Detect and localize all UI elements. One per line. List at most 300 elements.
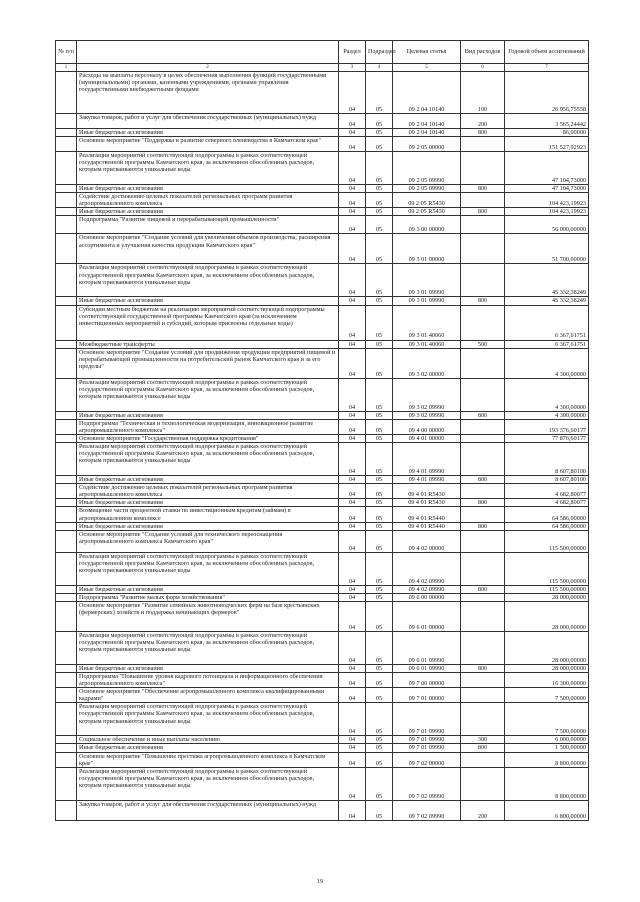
cell-subsection: 05 [366,137,393,152]
cell-name: Расходы на выплаты персоналу в целях обеспечения выполнения функций государственными (муниципальными) органами, казенными учреждениями, органами управления государственными внебюджетными фондами [77,72,339,114]
cell-name: Основное мероприятие "Создание условий для продвижения продукции предприятий пищевой и перерабатывающей промышленности на потребительский рынок Камчатского края и за его пределы" [77,348,339,378]
column-number-row [56,64,589,72]
cell-name: Основное мероприятие "Создание условий для технического переоснащения агропромышленного комплекса Камчатского края" [77,530,339,552]
cell-section: 04 [339,297,366,305]
cell-amount: 47 104,73000 [505,152,589,185]
cell-amount: 28 000,00000 [505,601,589,631]
table-row [56,703,589,736]
cell-subsection: 05 [366,378,393,411]
cell-section: 04 [339,800,366,820]
table-row [56,476,589,484]
cell-no [56,476,77,484]
cell-name: Иные бюджетные ассигнования [77,744,339,752]
table-row [56,767,589,800]
cell-amount: 1 500,00000 [505,744,589,752]
cell-expense-type [461,264,505,297]
cell-name: Иные бюджетные ассигнования [77,129,339,137]
cell-amount: 64 586,00000 [505,522,589,530]
cell-subsection: 05 [366,114,393,129]
header-no: № п/п [56,41,77,64]
cell-subsection: 05 [366,499,393,507]
cell-subsection: 05 [366,664,393,672]
cell-subsection: 05 [366,703,393,736]
cell-section: 04 [339,419,366,434]
cell-amount: 4 300,00000 [505,411,589,419]
cell-subsection: 05 [366,297,393,305]
table-row [56,507,589,522]
table-row [56,72,589,114]
cell-no [56,552,77,585]
cell-name: Реализация мероприятий соответствующей подпрограммы в рамках соответствующей государственной программы Камчатского края, за исключением обособленных расходов, которым присваиваются уникальные коды [77,152,339,185]
cell-subsection: 05 [366,484,393,499]
cell-section: 04 [339,185,366,193]
cell-expense-type [461,752,505,767]
cell-no [56,631,77,664]
cell-subsection: 05 [366,601,393,631]
table-row [56,593,589,601]
cell-section: 04 [339,152,366,185]
cell-no [56,152,77,185]
cell-no [56,419,77,434]
cell-subsection: 05 [366,585,393,593]
table-row [56,752,589,767]
column-number: 4 [366,64,393,72]
cell-expense-type [461,443,505,476]
cell-article: 09 3 00 00000 [393,216,461,234]
cell-no [56,522,77,530]
cell-amount: 3 565,24442 [505,114,589,129]
cell-expense-type [461,530,505,552]
cell-name: Подпрограмма "Развитие пищевой и перерабатывающей промышленности" [77,216,339,234]
cell-section: 04 [339,672,366,687]
cell-article: 09 4 02 09990 [393,585,461,593]
cell-subsection: 05 [366,234,393,264]
cell-no [56,703,77,736]
cell-amount: 64 586,00000 [505,507,589,522]
header-section: Раздел [339,41,366,64]
cell-no [56,185,77,193]
cell-subsection: 05 [366,72,393,114]
cell-no [56,744,77,752]
cell-no [56,736,77,744]
cell-expense-type: 800 [461,208,505,216]
cell-amount: 7 500,00000 [505,688,589,703]
cell-section: 04 [339,688,366,703]
cell-article: 09 4 02 09990 [393,552,461,585]
cell-expense-type: 800 [461,744,505,752]
table-row [56,114,589,129]
table-row [56,137,589,152]
cell-article: 09 3 01 09990 [393,297,461,305]
column-number: 6 [461,64,505,72]
cell-subsection: 05 [366,305,393,340]
cell-name: Реализация мероприятий соответствующей подпрограммы в рамках соответствующей государственной программы Камчатского края, за исключением обособленных расходов, которым присваиваются уникальные коды [77,264,339,297]
cell-subsection: 05 [366,631,393,664]
cell-amount: 28 000,00000 [505,664,589,672]
cell-name: Социальное обеспечение и иные выплаты населению [77,736,339,744]
table-row [56,484,589,499]
cell-subsection: 05 [366,411,393,419]
cell-name: Основное мероприятие "Создание условий для увеличения объемов производства, расширения ассортимента и улучшения качества продукции Камчатского края" [77,234,339,264]
cell-section: 04 [339,601,366,631]
cell-subsection: 05 [366,434,393,442]
cell-name: Субсидии местным бюджетам на реализацию мероприятий соответствующей подпрограммы соответствующей государственной программы Камчатского края (за исключением инвестиционных мероприятий и субсидий, которым присвоены отдельные коды) [77,305,339,340]
cell-subsection: 05 [366,522,393,530]
cell-name: Реализация мероприятий соответствующей подпрограммы в рамках соответствующей государственной программы Камчатского края, за исключением обособленных расходов, которым присваиваются уникальные коды [77,631,339,664]
table-row [56,208,589,216]
cell-name: Иные бюджетные ассигнования [77,499,339,507]
cell-expense-type [461,419,505,434]
cell-article: 09 4 02 00000 [393,530,461,552]
cell-article: 09 7 00 00000 [393,672,461,687]
table-row [56,744,589,752]
cell-article: 09 2 04 10140 [393,129,461,137]
cell-no [56,800,77,820]
cell-name: Основное мероприятие "Обеспечение агропромышленного комплекса квалифицированными кадрами" [77,688,339,703]
cell-no [56,601,77,631]
cell-article: 09 4 01 R5440 [393,507,461,522]
cell-article: 09 3 01 09990 [393,264,461,297]
table-row [56,185,589,193]
cell-section: 04 [339,744,366,752]
cell-expense-type: 200 [461,114,505,129]
cell-section: 04 [339,585,366,593]
cell-amount: 8 800,00000 [505,767,589,800]
table-row [56,552,589,585]
table-row [56,736,589,744]
cell-section: 04 [339,348,366,378]
column-number: 5 [393,64,461,72]
cell-article: 09 4 01 09990 [393,476,461,484]
cell-name: Реализация мероприятий соответствующей подпрограммы в рамках соответствующей государственной программы Камчатского края, за исключением обособленных расходов, которым присваиваются уникальные коды [77,767,339,800]
cell-name: Подпрограмма "Техническая и технологическая модернизация, инновационное развитие агропромышленного комплекса" [77,419,339,434]
table-row [56,152,589,185]
cell-section: 04 [339,305,366,340]
cell-article: 09 2 05 00000 [393,137,461,152]
cell-section: 04 [339,340,366,348]
cell-subsection: 05 [366,193,393,208]
cell-no [56,216,77,234]
cell-no [56,340,77,348]
cell-amount: 77 876,60177 [505,434,589,442]
cell-subsection: 05 [366,476,393,484]
cell-expense-type [461,631,505,664]
cell-name: Подпрограмма "Развитие малых форм хозяйствования" [77,593,339,601]
cell-amount: 86,00000 [505,129,589,137]
table-row [56,688,589,703]
cell-article: 09 7 01 09990 [393,744,461,752]
cell-name: Закупка товаров, работ и услуг для обеспечения государственных (муниципальных) нужд [77,800,339,820]
header-expense-type: Вид расходов [461,41,505,64]
cell-amount: 151 527,92923 [505,137,589,152]
cell-section: 04 [339,264,366,297]
cell-subsection: 05 [366,530,393,552]
table-row [56,601,589,631]
cell-name: Межбюджетные трансферты [77,340,339,348]
cell-name: Содействие достижению целевых показателей региональных программ развития агропромышленного комплекса [77,484,339,499]
cell-expense-type: 800 [461,664,505,672]
cell-subsection: 05 [366,672,393,687]
cell-article: 09 3 02 09990 [393,378,461,411]
cell-section: 04 [339,507,366,522]
table-row [56,664,589,672]
cell-section: 04 [339,72,366,114]
cell-article: 09 2 05 09990 [393,185,461,193]
cell-subsection: 05 [366,552,393,585]
cell-expense-type [461,767,505,800]
table-row [56,234,589,264]
cell-amount: 4 300,00000 [505,378,589,411]
header-name [77,41,339,64]
cell-article: 09 4 01 09990 [393,443,461,476]
cell-article: 09 7 01 00000 [393,688,461,703]
budget-allocation-table [55,40,589,821]
cell-article: 09 2 04 10140 [393,114,461,129]
table-row [56,499,589,507]
cell-name: Реализация мероприятий соответствующей подпрограммы в рамках соответствующей государственной программы Камчатского края, за исключением обособленных расходов, которым присваиваются уникальные коды [77,552,339,585]
cell-no [56,264,77,297]
cell-expense-type: 800 [461,411,505,419]
cell-name: Закупка товаров, работ и услуг для обеспечения государственных (муниципальных) нужд [77,114,339,129]
cell-no [56,484,77,499]
cell-name: Иные бюджетные ассигнования [77,522,339,530]
cell-amount: 115 500,00000 [505,530,589,552]
cell-subsection: 05 [366,800,393,820]
cell-expense-type: 800 [461,476,505,484]
cell-expense-type [461,484,505,499]
cell-article: 09 6 00 00000 [393,593,461,601]
cell-expense-type [461,216,505,234]
cell-article: 09 3 02 09990 [393,411,461,419]
cell-no [56,530,77,552]
cell-amount: 4 682,80077 [505,484,589,499]
cell-article: 09 6 01 09990 [393,664,461,672]
cell-subsection: 05 [366,216,393,234]
cell-expense-type: 800 [461,129,505,137]
cell-no [56,129,77,137]
cell-section: 04 [339,499,366,507]
cell-article: 09 4 00 00000 [393,419,461,434]
cell-section: 04 [339,484,366,499]
cell-expense-type: 100 [461,72,505,114]
cell-expense-type [461,601,505,631]
cell-subsection: 05 [366,507,393,522]
cell-subsection: 05 [366,752,393,767]
cell-subsection: 05 [366,688,393,703]
cell-article: 09 4 01 R5430 [393,499,461,507]
cell-amount: 51 700,00000 [505,234,589,264]
cell-name: Иные бюджетные ассигнования [77,664,339,672]
table-row [56,129,589,137]
cell-amount: 6 800,00000 [505,800,589,820]
cell-expense-type [461,593,505,601]
cell-no [56,593,77,601]
cell-no [56,208,77,216]
cell-name: Возмещение части процентной ставки по инвестиционным кредитам (займам) в агропромышленном комплексе [77,507,339,522]
cell-name: Основное мероприятие "Государственная поддержка кредитования" [77,434,339,442]
cell-section: 04 [339,736,366,744]
cell-no [56,499,77,507]
cell-article: 09 7 01 09990 [393,736,461,744]
cell-amount: 7 500,00000 [505,703,589,736]
cell-subsection: 05 [366,129,393,137]
cell-section: 04 [339,137,366,152]
cell-no [56,137,77,152]
cell-section: 04 [339,411,366,419]
table-row [56,443,589,476]
cell-section: 04 [339,443,366,476]
cell-article: 09 2 05 09990 [393,152,461,185]
header-subsection: Подраздел [366,41,393,64]
cell-expense-type: 500 [461,340,505,348]
cell-amount: 115 500,00000 [505,552,589,585]
cell-expense-type [461,305,505,340]
cell-expense-type: 800 [461,499,505,507]
cell-expense-type [461,688,505,703]
column-number: 7 [505,64,589,72]
cell-article: 09 3 01 00000 [393,234,461,264]
cell-expense-type [461,152,505,185]
table-row [56,631,589,664]
cell-section: 04 [339,530,366,552]
cell-expense-type [461,552,505,585]
column-number: 1 [56,64,77,72]
table-row [56,297,589,305]
table-row [56,800,589,820]
cell-article: 09 7 02 09990 [393,800,461,820]
table-row [56,672,589,687]
cell-name: Реализация мероприятий соответствующей подпрограммы в рамках соответствующей государственной программы Камчатского края, за исключением обособленных расходов, которым присваиваются уникальные коды [77,378,339,411]
cell-subsection: 05 [366,152,393,185]
header-amount: Годовой объем ассигнований [505,41,589,64]
cell-article: 09 6 01 09990 [393,631,461,664]
cell-section: 04 [339,522,366,530]
cell-subsection: 05 [366,419,393,434]
cell-amount: 16 300,00000 [505,672,589,687]
cell-subsection: 05 [366,208,393,216]
table-row [56,530,589,552]
cell-name: Реализация мероприятий соответствующей подпрограммы в рамках соответствующей государственной программы Камчатского края, за исключением обособленных расходов, которым присваиваются уникальные коды [77,703,339,736]
cell-expense-type [461,234,505,264]
cell-expense-type [461,703,505,736]
cell-amount: 8 607,80100 [505,443,589,476]
cell-section: 04 [339,631,366,664]
cell-section: 04 [339,193,366,208]
cell-expense-type: 800 [461,297,505,305]
cell-amount: 45 332,38249 [505,297,589,305]
cell-amount: 8 800,00000 [505,752,589,767]
table-row [56,419,589,434]
cell-subsection: 05 [366,340,393,348]
cell-expense-type: 300 [461,736,505,744]
cell-section: 04 [339,593,366,601]
cell-subsection: 05 [366,443,393,476]
cell-subsection: 05 [366,767,393,800]
cell-amount: 6 367,61751 [505,305,589,340]
table-row [56,585,589,593]
cell-amount: 6 000,00000 [505,736,589,744]
cell-article: 09 4 01 00000 [393,434,461,442]
cell-no [56,664,77,672]
cell-amount: 56 000,00000 [505,216,589,234]
cell-expense-type: 200 [461,800,505,820]
cell-name: Иные бюджетные ассигнования [77,297,339,305]
cell-article: 09 2 05 R5430 [393,208,461,216]
cell-amount: 45 332,38249 [505,264,589,297]
cell-no [56,72,77,114]
cell-no [56,443,77,476]
cell-subsection: 05 [366,593,393,601]
cell-name: Иные бюджетные ассигнования [77,208,339,216]
cell-name: Подпрограмма "Повышение уровня кадрового потенциала и информационного обеспечения агропромышленного комплекса" [77,672,339,687]
cell-no [56,434,77,442]
cell-name: Иные бюджетные ассигнования [77,185,339,193]
column-number: 2 [77,64,339,72]
cell-no [56,752,77,767]
cell-amount: 8 607,80100 [505,476,589,484]
cell-name: Иные бюджетные ассигнования [77,476,339,484]
cell-article: 09 7 01 09990 [393,703,461,736]
table-row [56,522,589,530]
column-number: 3 [339,64,366,72]
cell-article: 09 3 01 40060 [393,340,461,348]
cell-article: 09 2 04 10140 [393,72,461,114]
cell-expense-type: 800 [461,185,505,193]
cell-amount: 4 300,00000 [505,348,589,378]
cell-expense-type [461,507,505,522]
cell-amount: 104 423,19923 [505,193,589,208]
cell-section: 04 [339,703,366,736]
cell-name: Основное мероприятие "Повышение престижа агропромышленного комплекса в Камчатском крае" [77,752,339,767]
cell-no [56,672,77,687]
cell-no [56,297,77,305]
cell-name: Реализация мероприятий соответствующей подпрограммы в рамках соответствующей государственной программы Камчатского края, за исключением обособленных расходов, которым присваиваются уникальные коды [77,443,339,476]
cell-no [56,348,77,378]
cell-amount: 28 000,00000 [505,631,589,664]
cell-no [56,688,77,703]
cell-expense-type: 800 [461,585,505,593]
cell-no [56,585,77,593]
page-number: 19 [316,878,324,885]
table-row [56,378,589,411]
table-row [56,348,589,378]
cell-amount: 26 956,75558 [505,72,589,114]
table-row [56,305,589,340]
cell-amount: 47 104,73000 [505,185,589,193]
cell-expense-type [461,137,505,152]
cell-amount: 6 367,61751 [505,340,589,348]
cell-subsection: 05 [366,744,393,752]
cell-section: 04 [339,664,366,672]
table-body [56,72,589,821]
cell-article: 09 3 02 00000 [393,348,461,378]
cell-amount: 4 682,80077 [505,499,589,507]
table-row [56,434,589,442]
cell-section: 04 [339,767,366,800]
cell-section: 04 [339,378,366,411]
cell-amount: 28 000,00000 [505,593,589,601]
table-row [56,264,589,297]
cell-article: 09 6 01 00000 [393,601,461,631]
cell-name: Содействие достижению целевых показателей региональных программ развития агропромышленного комплекса [77,193,339,208]
cell-section: 04 [339,552,366,585]
cell-article: 09 7 02 00000 [393,752,461,767]
cell-no [56,767,77,800]
cell-amount: 115 500,00000 [505,585,589,593]
cell-section: 04 [339,129,366,137]
cell-no [56,234,77,264]
cell-no [56,114,77,129]
